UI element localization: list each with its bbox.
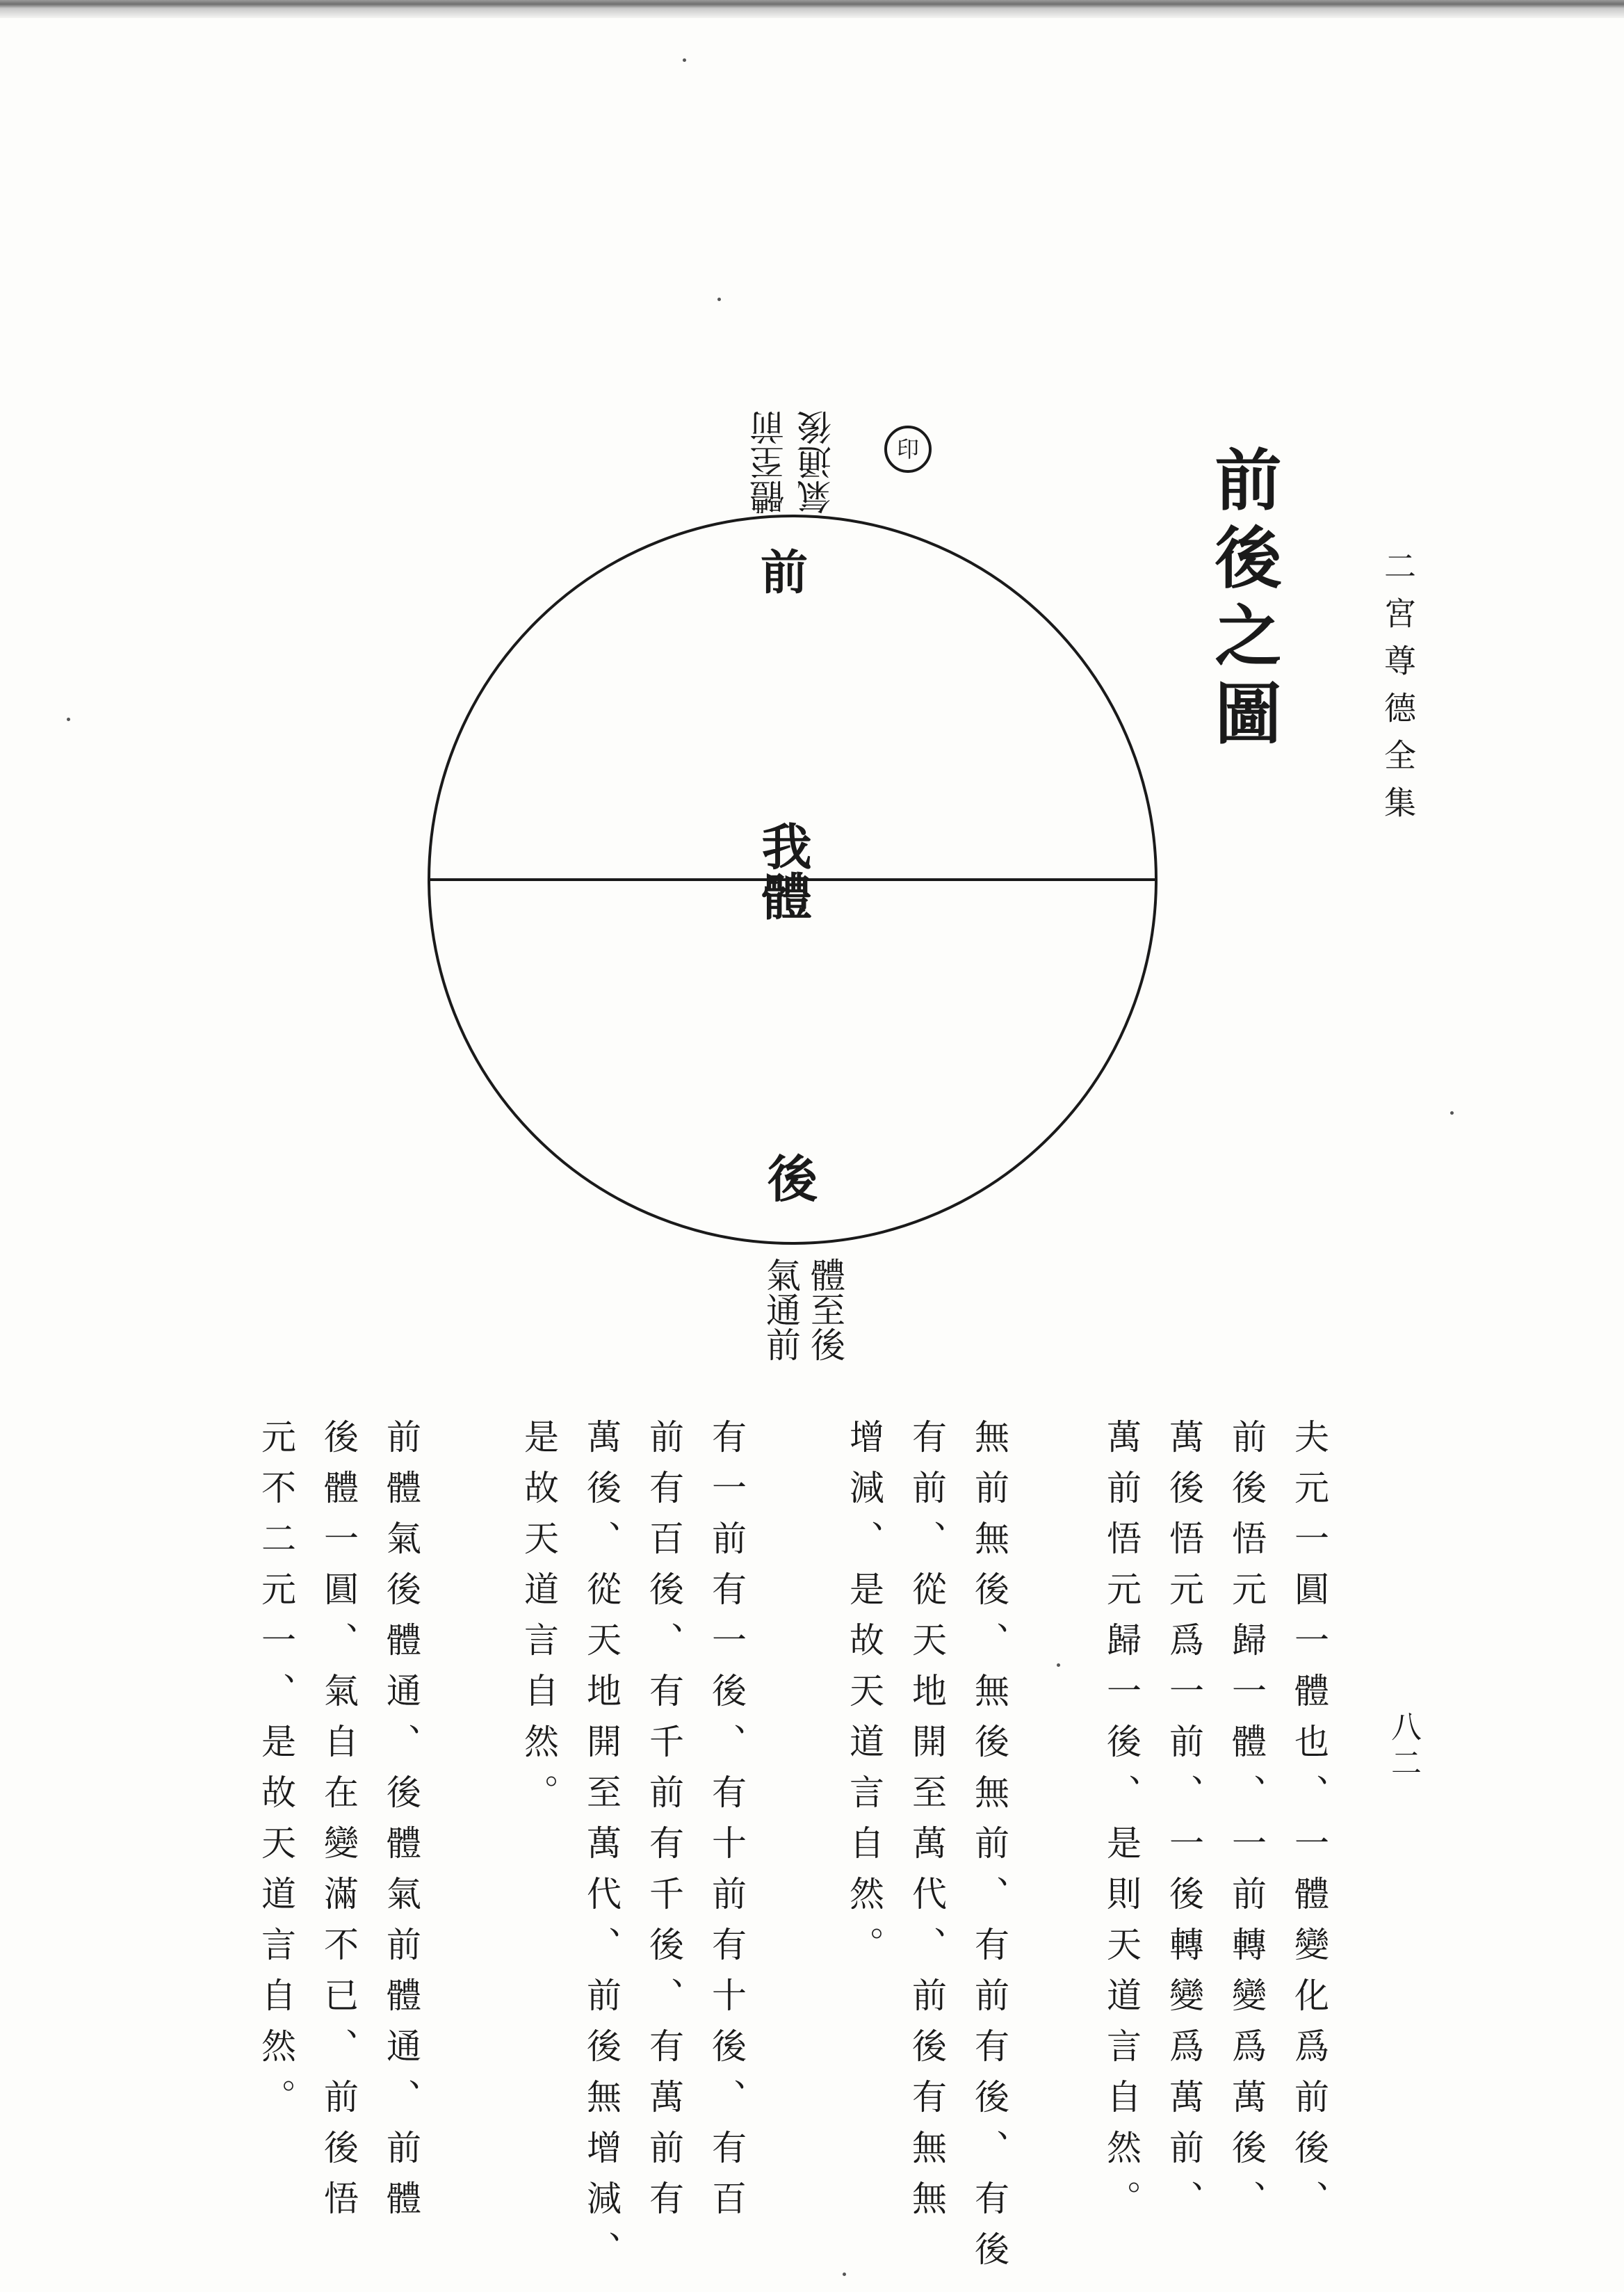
running-head: 二宮尊德全集 [1379, 549, 1417, 833]
label-front: 前 [761, 545, 809, 601]
scan-speck [67, 718, 70, 721]
body-line-6: 有前、從天地開至萬代、前後有無無 [907, 1419, 947, 2231]
diagram-title: 前後之圖 [1204, 445, 1283, 757]
scan-speck [717, 298, 721, 301]
body-line-10: 萬後、從天地開至萬代、前後無增減、 [581, 1419, 622, 2282]
body-line-2: 前後悟元歸一體、一前轉變爲萬後、 [1226, 1419, 1267, 2231]
body-text [229, 1419, 1411, 2282]
body-line-1: 夫元一圓一體也、一體變化爲前後、 [1289, 1419, 1329, 2231]
body-line-9: 前有百後、有千前有千後、有萬前有 [644, 1419, 684, 2231]
body-line-12: 前體氣後體通、後體氣前體通、前體 [381, 1419, 421, 2231]
annotation-top-line-2: 氣通後 [797, 410, 837, 515]
scan-speck [843, 2273, 846, 2276]
label-self-body: 我體 [753, 821, 813, 921]
body-line-13: 後體一圓、氣自在變滿不已、前後悟 [318, 1419, 359, 2231]
annotation-bottom [745, 1257, 843, 1389]
body-line-3: 萬後悟元爲一前、一後轉變爲萬前、 [1164, 1419, 1204, 2231]
scan-edge-shadow [0, 0, 1624, 18]
scan-speck [1450, 1111, 1454, 1115]
body-line-11: 是故天道言自然。 [519, 1419, 559, 1825]
seal-mark: 印 [884, 426, 932, 473]
body-line-14: 元不二元一、是故天道言自然。 [256, 1419, 296, 2129]
body-line-5: 無前無後、無後無前、有前有後、有後 [969, 1419, 1009, 2282]
scan-speck [683, 58, 686, 62]
scan-speck [1057, 1663, 1060, 1667]
body-line-4: 萬前悟元歸一後、是則天道言自然。 [1101, 1419, 1142, 2231]
annotation-bottom-line-1: 體至後 [805, 1257, 845, 1362]
annotation-top-line-1: 體至前 [749, 410, 790, 515]
body-line-7: 增減、是故天道言自然。 [844, 1419, 884, 1977]
page-number: 八二 [1386, 1711, 1421, 1783]
annotation-top [749, 389, 856, 515]
label-back: 後 [768, 1149, 818, 1209]
body-line-8: 有一前有一後、有十前有十後、有百 [706, 1419, 747, 2231]
annotation-bottom-line-2: 氣通前 [761, 1257, 801, 1362]
